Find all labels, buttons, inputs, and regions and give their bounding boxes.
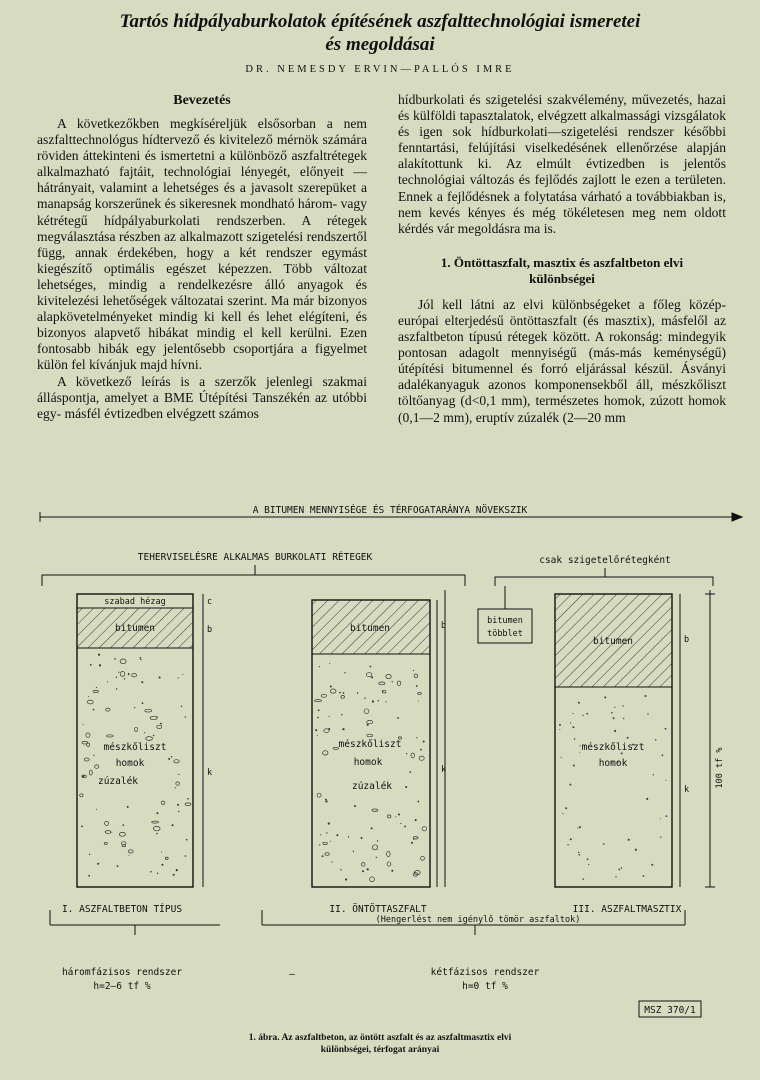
aggregate-speck [117,865,119,867]
bracket-left-label: TEHERVISELÉSRE ALKALMAS BURKOLATI RÉTEGEK [137,552,373,563]
aggregate-speck [129,855,130,856]
aggregate-speck [354,805,356,807]
col1-dim-b: b [207,625,213,635]
aggregate-speck [643,875,645,877]
aggregate-speck [185,855,187,857]
aggregate-speck [570,838,572,840]
aggregate-speck [579,854,581,856]
aggregate-speck [397,717,399,719]
aggregate-speck [329,663,330,664]
aggregate-speck [662,754,664,756]
aggregate-speck [377,840,378,841]
intro-heading: Bevezetés [173,93,231,108]
aggregate-speck [116,677,117,678]
aggregate-speck [176,782,180,785]
phase-dash: — [289,969,295,980]
col2-sand-label: homok [353,757,383,768]
arrow-head [732,513,742,521]
col3-filler-label: mészkőliszt [581,742,645,753]
aggregate-speck [417,801,419,803]
aggregate-speck [345,878,347,880]
col2-title: II. ÖNTÖTTASZFALT [329,904,427,915]
col1-grit-label: zúzalék [97,776,139,787]
two-phase-label: kétfázisos rendszer [430,967,540,978]
aggregate-speck [185,716,186,717]
aggregate-speck [379,682,385,685]
aggregate-speck [321,694,326,697]
aggregate-speck [178,811,179,812]
aggregate-speck [621,867,623,869]
aggregate-speck [84,758,89,761]
aggregate-speck [323,751,328,755]
aggregate-speck [573,713,574,714]
aggregate-speck [341,696,345,699]
aggregate-speck [88,875,90,877]
caption-line-1: 1. ábra. Az aszfaltbeton, az öntött aszfalt és az aszfaltmasztix elvi [248,1033,512,1043]
aggregate-speck [157,716,158,717]
aggregate-speck [371,827,373,829]
aggregate-speck [161,864,163,866]
right-paragraph-2: Jól kell látni az elvi különbségeket a főleg közép-európai elterjedésű öntöttaszfalt (és masztix), másfelől az aszfaltbeton típusú rétegek között. A rokonság: mindegyik pontosan adagolt mennyiségű (más-más keménységű) útépítési bitumennel és forró eljárással készül. Ásványi adalékanyaguk azonos komponensekből áll, mészkőliszt töltőanyag (d<0,1 mm), természetes homok, zúzott homok (0,1—2 mm), eruptív zúzalék (2—20 mm [398,296,726,425]
col3-side-label: 100 tf % [715,747,725,789]
aggregate-speck [611,712,613,714]
aggregate-speck [330,689,336,693]
aggregate-speck [578,852,579,853]
right-column [398,92,726,426]
aggregate-speck [89,854,90,855]
aggregate-speck [160,723,162,725]
surplus-label-2: többlet [487,629,523,639]
title-line-2: és megoldásai [325,34,435,55]
aggregate-speck [588,864,589,865]
aggregate-speck [387,852,391,857]
aggregate-speck [404,826,406,828]
aggregate-speck [340,869,341,870]
aggregate-speck [570,722,571,723]
col1-filler-label: mészkőliszt [103,742,167,753]
aggregate-speck [604,696,606,698]
aggregate-speck [105,831,110,834]
aggregate-speck [90,664,92,666]
aggregate-speck [107,681,108,682]
aggregate-speck [387,815,391,818]
col1-sand-label: homok [115,758,145,769]
aggregate-speck [87,700,93,704]
col3-title: III. ASZFALTMASZTIX [572,904,682,915]
aggregate-speck [134,707,135,708]
three-phase-label: háromfázisos rendszer [61,967,183,978]
two-phase-h: h=0 tf % [462,981,508,992]
top-arrow-label: A BITUMEN MENNYISÉGE ÉS TÉRFOGATARÁNYA NÖVEKSZIK [252,505,528,516]
aggregate-speck [177,804,179,806]
aggregate-speck [173,874,175,876]
aggregate-speck [361,863,365,867]
aggregate-speck [96,687,97,688]
aggregate-speck [665,728,667,730]
aggregate-speck [348,836,349,837]
aggregate-speck [326,832,327,833]
aggregate-speck [614,707,615,708]
surplus-label-1: bitumen [487,616,523,626]
aggregate-speck [419,756,424,760]
col3-sand-label: homok [598,758,628,769]
aggregate-speck [104,842,107,844]
aggregate-speck [153,735,155,737]
col1-title: I. ASZFALTBETON TÍPUS [61,904,183,915]
aggregate-speck [343,692,345,694]
aggregate-speck [140,659,141,660]
aggregate-speck [93,755,94,756]
aggregate-speck [171,756,172,757]
aggregate-speck [96,809,97,810]
aggregate-speck [415,819,417,821]
aggregate-speck [623,705,624,706]
aggregate-speck [145,709,152,712]
aggregate-speck [165,857,168,859]
aggregate-speck [105,821,109,825]
aggregate-speck [367,724,369,726]
aggregate-speck [98,654,100,656]
aggregate-speck [128,850,133,853]
aggregate-speck [651,864,653,866]
aggregate-speck [93,709,95,711]
aggregate-speck [116,688,117,689]
aggregate-speck [118,672,119,673]
aggregate-speck [413,670,414,671]
aggregate-speck [83,724,84,725]
bracket-right-label: csak szigetelőrétegként [539,555,671,566]
caption-line-2: különbségei, térfogat arányai [320,1045,440,1055]
aggregate-speck [120,672,125,677]
aggregate-speck [342,728,344,730]
aggregate-speck [666,815,668,817]
aggregate-speck [385,701,386,702]
aggregate-speck [161,801,165,804]
aggregate-speck [413,837,418,839]
aggregate-speck [423,741,425,743]
aggregate-speck [324,729,329,733]
aggregate-speck [372,700,374,702]
col2-dim-k: k [441,765,447,775]
aggregate-speck [562,813,563,814]
aggregate-speck [647,713,648,714]
aggregate-speck [603,843,605,845]
aggregate-speck [336,834,338,836]
aggregate-speck [120,659,126,664]
aggregate-speck [156,812,158,814]
aggregate-speck [319,666,320,667]
aggregate-speck [559,729,560,730]
aggregate-speck [421,856,425,860]
aggregate-speck [395,816,396,817]
aggregate-speck [586,713,588,715]
col3-dim-k: k [684,785,690,795]
aggregate-speck [105,831,106,832]
aggregate-speck [141,681,143,683]
aggregate-speck [367,868,369,870]
aggregate-speck [128,673,129,674]
aggregate-speck [628,839,630,841]
aggregate-speck [152,821,159,823]
col2-bitumen-label: bitumen [349,623,391,634]
aggregate-speck [371,676,373,678]
standard-label: MSZ 370/1 [644,1005,696,1016]
aggregate-speck [567,844,568,845]
col1-dim-k: k [207,768,213,778]
aggregate-speck [583,878,585,880]
aggregate-speck [107,735,114,737]
aggregate-speck [618,869,620,871]
aggregate-speck [353,851,354,852]
aggregate-speck [87,743,90,746]
aggregate-speck [156,833,158,835]
aggregate-speck [614,730,616,732]
aggregate-speck [89,770,92,775]
aggregate-speck [325,799,327,801]
aggregate-speck [416,737,417,738]
aggregate-speck [364,709,369,714]
left-paragraph-1: A következőkben megkíséreljük elsősorban a nem aszfalttechnológus hídtervező és kivitelező mérnök számára röviden áttekinteni és ismertetni a különböző aszfaltrétegek alkalmazható fajtáit, technológiai lényegét, előnyeit — hátrányait, valamint a lehetséges és a javasolt szerepüket a manapság korszerűnek és sikeresnek mondható három- vagy kétrétegű hídpályaburkolati rendszerben. A rétegek megválasztása részben az alkalmazott szigetelési rendszertől függ, annak érdekében, hogy a két rendszer egymást kiegészítő optimális egészet képezzen. Több változat lehetséges, mindig a rendelkezésre álló anyagok és kivitelezési lehetőségek változatai szerint. Ma már bizonyos alapkövetelményeket mindig ki kell és lehet elégíteni, és bizonyos alapvető hibákat mindig el kell kerülni. Ezen fontosabb hibák egy jelentősebb csoportjára a figyelmet külön fel kívánjuk majd hívni. [37,116,367,373]
aggregate-speck [140,657,142,659]
aggregate-speck [409,771,411,773]
aggregate-speck [391,870,393,872]
aggregate-speck [178,677,179,678]
aggregate-speck [565,807,567,809]
aggregate-speck [161,852,162,853]
aggregate-speck [168,758,170,760]
aggregate-speck [182,674,183,675]
aggregate-speck [86,733,90,737]
aggregate-speck [317,793,321,797]
aggregate-speck [420,749,422,751]
aggregate-speck [325,800,327,802]
aggregate-speck [418,693,422,695]
article-title [20,10,740,56]
aggregate-speck [579,826,581,828]
aggregate-speck [187,798,189,800]
aggregate-speck [623,718,624,719]
aggregate-speck [398,814,400,816]
aggregate-speck [181,706,182,707]
aggregate-speck [99,664,101,666]
aggregate-speck [580,745,581,746]
aggregate-speck [615,876,616,877]
figure-subtitle: (Hengerlést nem igénylő tömör aszfaltok) [375,915,581,925]
aggregate-speck [367,720,373,723]
bracket-right [495,577,713,586]
aggregate-speck [144,732,145,733]
aggregate-speck [127,806,129,808]
aggregate-speck [320,834,321,835]
col3-dim-b: b [684,635,690,645]
figure-diagram [0,490,760,1080]
col3-bitumen-label: bitumen [592,636,634,647]
aggregate-speck [561,757,562,758]
aggregate-speck [387,862,391,866]
aggregate-speck [372,845,377,850]
aggregate-speck [378,700,379,701]
authors: DR. NEMESDY ERVIN—PALLÓS IMRE [245,64,515,75]
aggregate-speck [405,786,407,788]
bracket-left [42,575,465,586]
aggregate-speck [95,765,99,768]
aggregate-speck [364,698,365,699]
aggregate-speck [150,871,152,873]
aggregate-speck [328,822,330,824]
aggregate-speck [114,658,116,660]
aggregate-speck [400,823,401,824]
aggregate-speck [653,774,654,775]
aggregate-speck [392,681,393,682]
aggregate-speck [613,717,615,719]
aggregate-speck [376,857,377,858]
aggregate-speck [142,702,144,704]
aggregate-speck [411,842,413,844]
aggregate-speck [323,842,328,844]
aggregate-speck [106,708,110,711]
aggregate-speck [329,716,330,717]
col1-bitumen-label: bitumen [114,623,156,634]
aggregate-speck [80,794,83,797]
aggregate-speck [574,738,576,740]
aggregate-speck [635,849,637,851]
aggregate-speck [414,674,418,678]
right-paragraph-1: hídburkolati és szigetelési szakvélemény, művezetés, hazai és külföldi tapasztalatok, elvégzett alkalmassági vizsgálatok és igen sok hídburkolati—szigetelési rendszer későbbi fenntartási, felújítási viselkedésének ellenőrzése alapján alakítottunk ki. Az elmúlt évtizedben is jelentős technológiai változás és fejlődés zajlott le ezen a területen. Ennek a fejlődésnek a folytatása várható a továbbiakban is, nem kevés kényes és még tökéletesen meg nem oldott kérdés vár megoldásra ma is. [398,92,726,236]
aggregate-speck [88,696,89,697]
aggregate-speck [330,841,331,842]
aggregate-speck [341,714,342,715]
col2-grit-label: zúzalék [351,781,393,792]
three-phase-h: h=2–6 tf % [93,981,151,992]
aggregate-speck [317,717,319,719]
aggregate-speck [81,826,83,828]
aggregate-speck [185,803,191,806]
aggregate-speck [153,826,160,830]
aggregate-speck [325,853,329,856]
title-line-1: Tartós hídpályaburkolatok építésének aszfalttechnológiai ismeretei [119,11,641,32]
aggregate-speck [317,735,318,736]
aggregate-speck [150,716,157,719]
aggregate-speck [645,695,647,697]
aggregate-speck [579,752,580,753]
aggregate-speck [123,824,125,826]
aggregate-speck [146,737,153,741]
aggregate-speck [627,737,629,739]
left-column [37,92,367,422]
aggregate-speck [582,715,583,716]
aggregate-speck [157,725,162,728]
col1-gap-label: szabad hézag [104,597,166,607]
left-paragraph-2: A következő leírás is a szerzők jelenlegi szakmai álláspontja, amelyet a BME Útépítési Tanszékén az utóbbi egy- másfél évtizedben elvégzett számos [37,373,367,421]
aggregate-speck [386,674,391,678]
aggregate-speck [318,709,320,711]
aggregate-speck [97,863,99,865]
aggregate-speck [176,869,178,871]
aggregate-speck [367,734,373,737]
aggregate-speck [178,774,179,775]
aggregate-speck [559,724,561,726]
aggregate-speck [132,674,137,677]
aggregate-speck [416,685,418,687]
aggregate-speck [174,760,179,763]
aggregate-speck [319,844,320,845]
aggregate-speck [357,692,358,693]
aggregate-speck [370,666,372,668]
aggregate-speck [157,873,158,874]
aggregate-speck [382,690,383,691]
aggregate-speck [339,692,341,694]
aggregate-speck [344,672,345,673]
aggregate-speck [111,832,112,833]
aggregate-speck [372,809,378,811]
aggregate-speck [660,837,661,838]
aggregate-speck [573,765,575,767]
aggregate-speck [587,858,589,860]
aggregate-speck [572,726,574,728]
aggregate-speck [646,798,648,800]
aggregate-speck [665,780,666,781]
aggregate-speck [175,787,176,788]
section-heading: 1. Öntöttaszfalt, masztix és aszfaltbeton elvi különbségei [440,254,684,286]
aggregate-speck [397,681,401,685]
aggregate-speck [330,686,332,688]
aggregate-speck [577,828,578,829]
aggregate-speck [135,727,138,731]
col2-dim-b: b [441,621,447,631]
aggregate-speck [332,861,333,862]
aggregate-speck [362,870,364,872]
col1-dim-c: c [207,597,213,607]
aggregate-speck [159,677,161,679]
aggregate-speck [315,700,322,702]
aggregate-speck [93,690,98,692]
aggregate-speck [315,729,317,731]
aggregate-speck [124,678,125,679]
aggregate-speck [186,839,188,841]
aggregate-speck [119,832,125,836]
aggregate-speck [122,845,126,847]
aggregate-speck [569,784,571,786]
aggregate-speck [366,673,372,677]
figure-caption [0,1032,760,1056]
aggregate-speck [418,701,419,702]
aggregate-speck [361,837,363,839]
col2-filler-label: mészkőliszt [338,739,402,750]
aggregate-speck [172,824,174,826]
aggregate-speck [655,739,657,741]
aggregate-speck [370,877,375,882]
aggregate-speck [660,818,661,819]
aggregate-speck [578,702,580,704]
aggregate-speck [322,855,324,857]
aggregate-speck [422,827,426,831]
aggregate-speck [411,753,414,758]
aggregate-speck [406,753,407,754]
